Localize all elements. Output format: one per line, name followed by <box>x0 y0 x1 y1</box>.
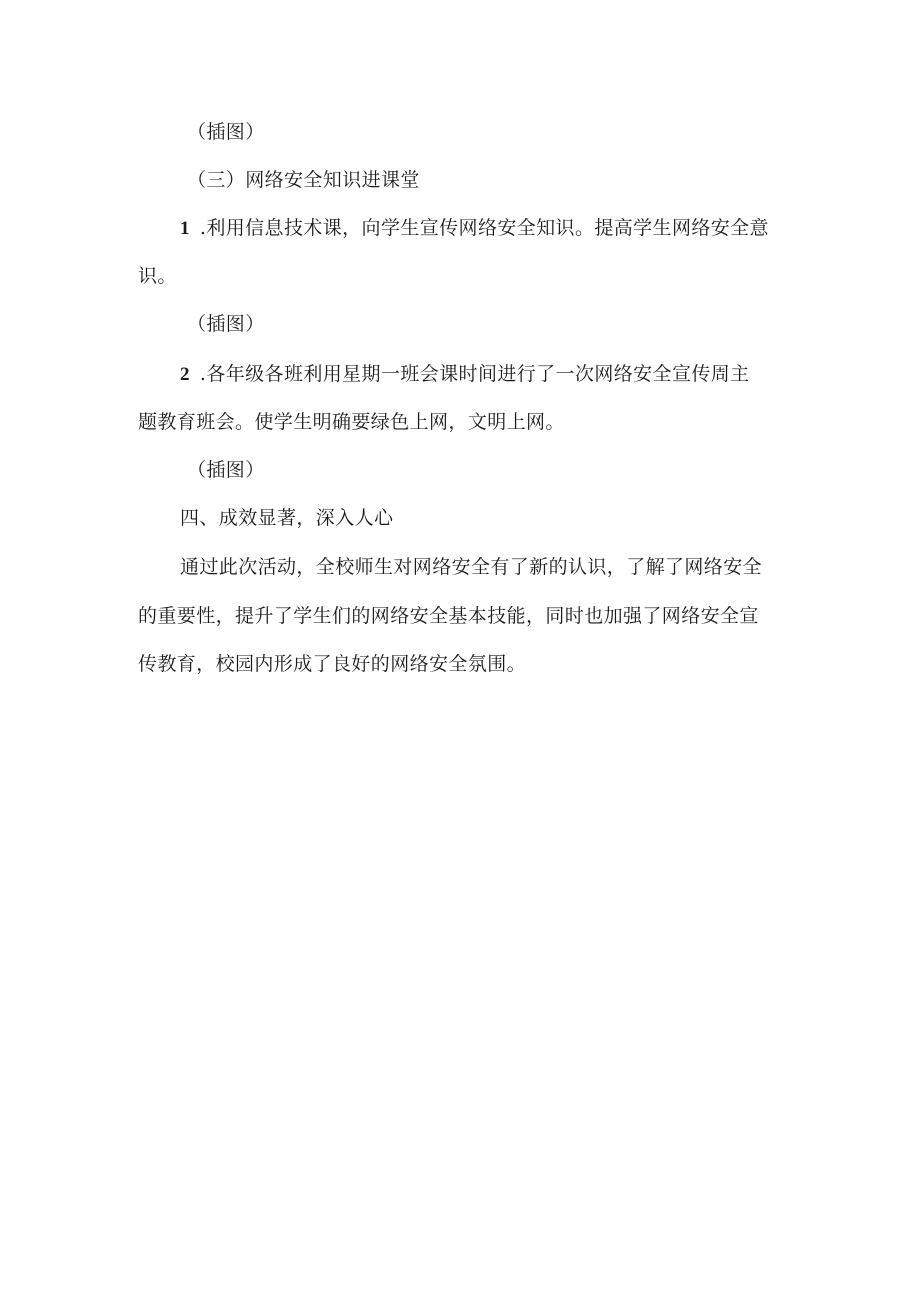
item-2-number: 2 <box>180 364 190 385</box>
conclusion-line-1: 通过此次活动，全校师生对网络安全有了新的认识，了解了网络安全 <box>180 556 763 578</box>
section-heading-3: （三）网络安全知识进课堂 <box>187 169 420 191</box>
figure-placeholder-2: （插图） <box>187 313 265 335</box>
item-1-line-2: 识。 <box>138 265 177 287</box>
conclusion-line-2: 的重要性，提升了学生们的网络安全基本技能，同时也加强了网络安全宣 <box>138 605 759 627</box>
item-2-line-2: 题教育班会。使学生明确要绿色上网，文明上网。 <box>138 411 565 433</box>
item-2-text: .各年级各班利用星期一班会课时间进行了一次网络安全宣传周主 <box>199 363 750 385</box>
figure-placeholder-3: （插图） <box>187 459 265 481</box>
item-1-line-1 <box>180 216 769 241</box>
figure-placeholder-1: （插图） <box>187 121 265 143</box>
conclusion-line-3: 传教育，校园内形成了良好的网络安全氛围。 <box>138 653 527 675</box>
section-heading-4: 四、成效显著，深入人心 <box>180 507 394 529</box>
item-1-text: .利用信息技术课，向学生宣传网络安全知识。提高学生网络安全意 <box>199 217 769 239</box>
item-2-line-1 <box>180 362 750 387</box>
item-1-number: 1 <box>180 218 190 239</box>
